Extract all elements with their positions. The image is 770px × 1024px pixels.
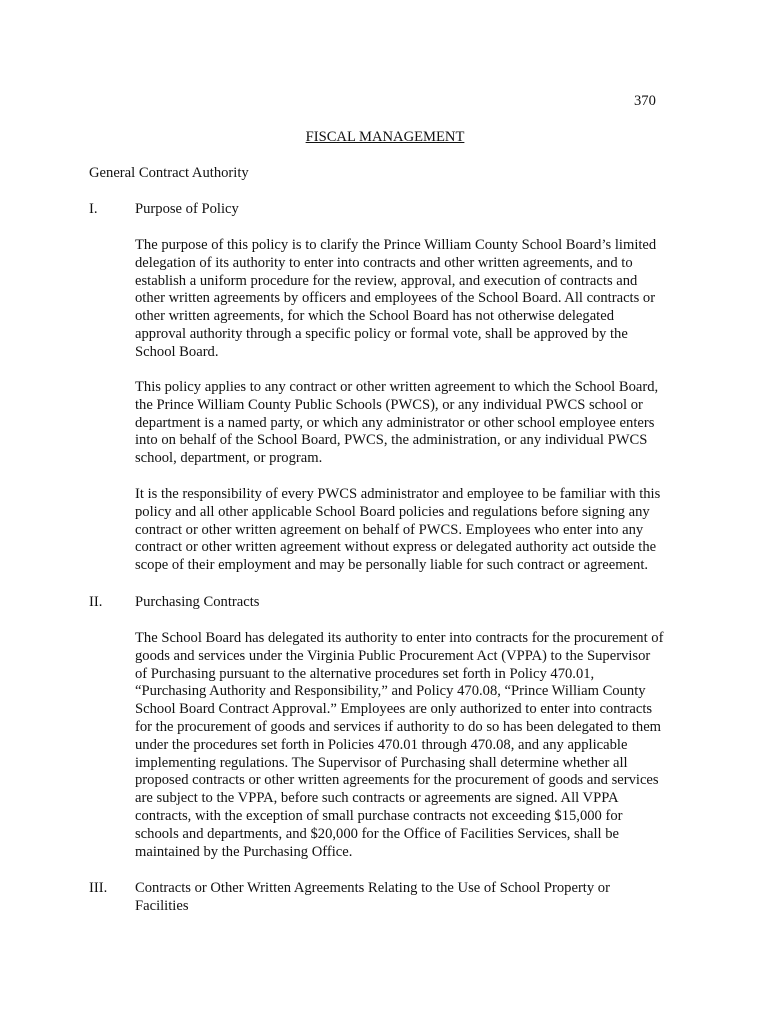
section-title: Purchasing Contracts	[135, 594, 260, 610]
text-line: School Board.	[135, 343, 219, 360]
paragraph-purpose-1	[135, 237, 695, 362]
paragraph-purpose-2	[135, 379, 695, 468]
text-line: under the procedures set forth in Policies 470.01 through 470.08, and any applicable	[135, 736, 628, 753]
text-line: approval authority through a specific policy or formal vote, shall be approved by the	[135, 325, 628, 342]
paragraph-purpose-3	[135, 486, 695, 575]
text-line: The School Board has delegated its authority to enter into contracts for the procurement of	[135, 630, 664, 646]
text-line: It is the responsibility of every PWCS administrator and employee to be familiar with this	[135, 486, 661, 502]
text-line: maintained by the Purchasing Office.	[135, 843, 353, 860]
text-line: implementing regulations. The Supervisor of Purchasing shall determine whether all	[135, 754, 628, 771]
text-line: proposed contracts or other written agreements for the procurement of goods and services	[135, 772, 659, 789]
section-number: I.	[89, 201, 98, 217]
text-line: The purpose of this policy is to clarify the Prince William County School Board’s limited	[135, 237, 657, 253]
text-line: contract or other written agreement on behalf of PWCS. Employees who enter into any	[135, 521, 644, 538]
section-number: II.	[89, 594, 103, 610]
text-line: scope of their employment and may be personally liable for such contract or agreement.	[135, 557, 649, 574]
page-number: 370	[634, 93, 656, 109]
text-line: School Board Contract Approval.” Employees are only authorized to enter into contracts	[135, 701, 653, 718]
policy-subject: General Contract Authority	[89, 165, 249, 181]
text-line: “Purchasing Authority and Responsibility,” and Policy 470.08, “Prince William County	[135, 683, 646, 700]
section-title-line: Contracts or Other Written Agreements Relating to the Use of School Property or	[135, 880, 610, 896]
text-line: of Purchasing pursuant to the alternative procedures set forth in Policy 470.01,	[135, 665, 595, 682]
text-line: This policy applies to any contract or other written agreement to which the School Board,	[135, 379, 659, 395]
section-title	[135, 880, 695, 916]
text-line: policy and all other applicable School Board policies and regulations before signing any	[135, 503, 650, 520]
text-line: establish a uniform procedure for the review, approval, and execution of contracts and	[135, 272, 638, 289]
section-title: Purpose of Policy	[135, 201, 239, 217]
text-line: for the procurement of goods and services if authority to do so has been delegated to them	[135, 718, 662, 735]
text-line: delegation of its authority to enter into contracts and other written agreements, and to	[135, 254, 633, 271]
text-line: school, department, or program.	[135, 450, 323, 467]
section-title-line: Facilities	[135, 897, 189, 914]
text-line: contract or other written agreement without express or delegated authority act outside the	[135, 539, 657, 556]
text-line: other written agreements, for which the School Board has not otherwise delegated	[135, 308, 615, 325]
document-title	[0, 129, 770, 147]
paragraph-purchasing	[135, 630, 695, 861]
text-line: department is a named party, or which any administrator or other school employee enters	[135, 414, 655, 431]
text-line: schools and departments, and $20,000 for the Office of Facilities Services, shall be	[135, 825, 620, 842]
section-number: III.	[89, 880, 108, 896]
document-title-text: FISCAL MANAGEMENT	[305, 129, 465, 145]
text-line: contracts, with the exception of small purchase contracts not exceeding $15,000 for	[135, 807, 623, 824]
text-line: other written agreements by officers and employees of the School Board. All contracts or	[135, 290, 656, 307]
text-line: goods and services under the Virginia Public Procurement Act (VPPA) to the Supervisor	[135, 647, 651, 664]
text-line: into on behalf of the School Board, PWCS, the administration, or any individual PWCS	[135, 432, 648, 449]
text-line: are subject to the VPPA, before such contracts or agreements are signed. All VPPA	[135, 790, 619, 807]
text-line: the Prince William County Public Schools (PWCS), or any individual PWCS school or	[135, 396, 643, 413]
